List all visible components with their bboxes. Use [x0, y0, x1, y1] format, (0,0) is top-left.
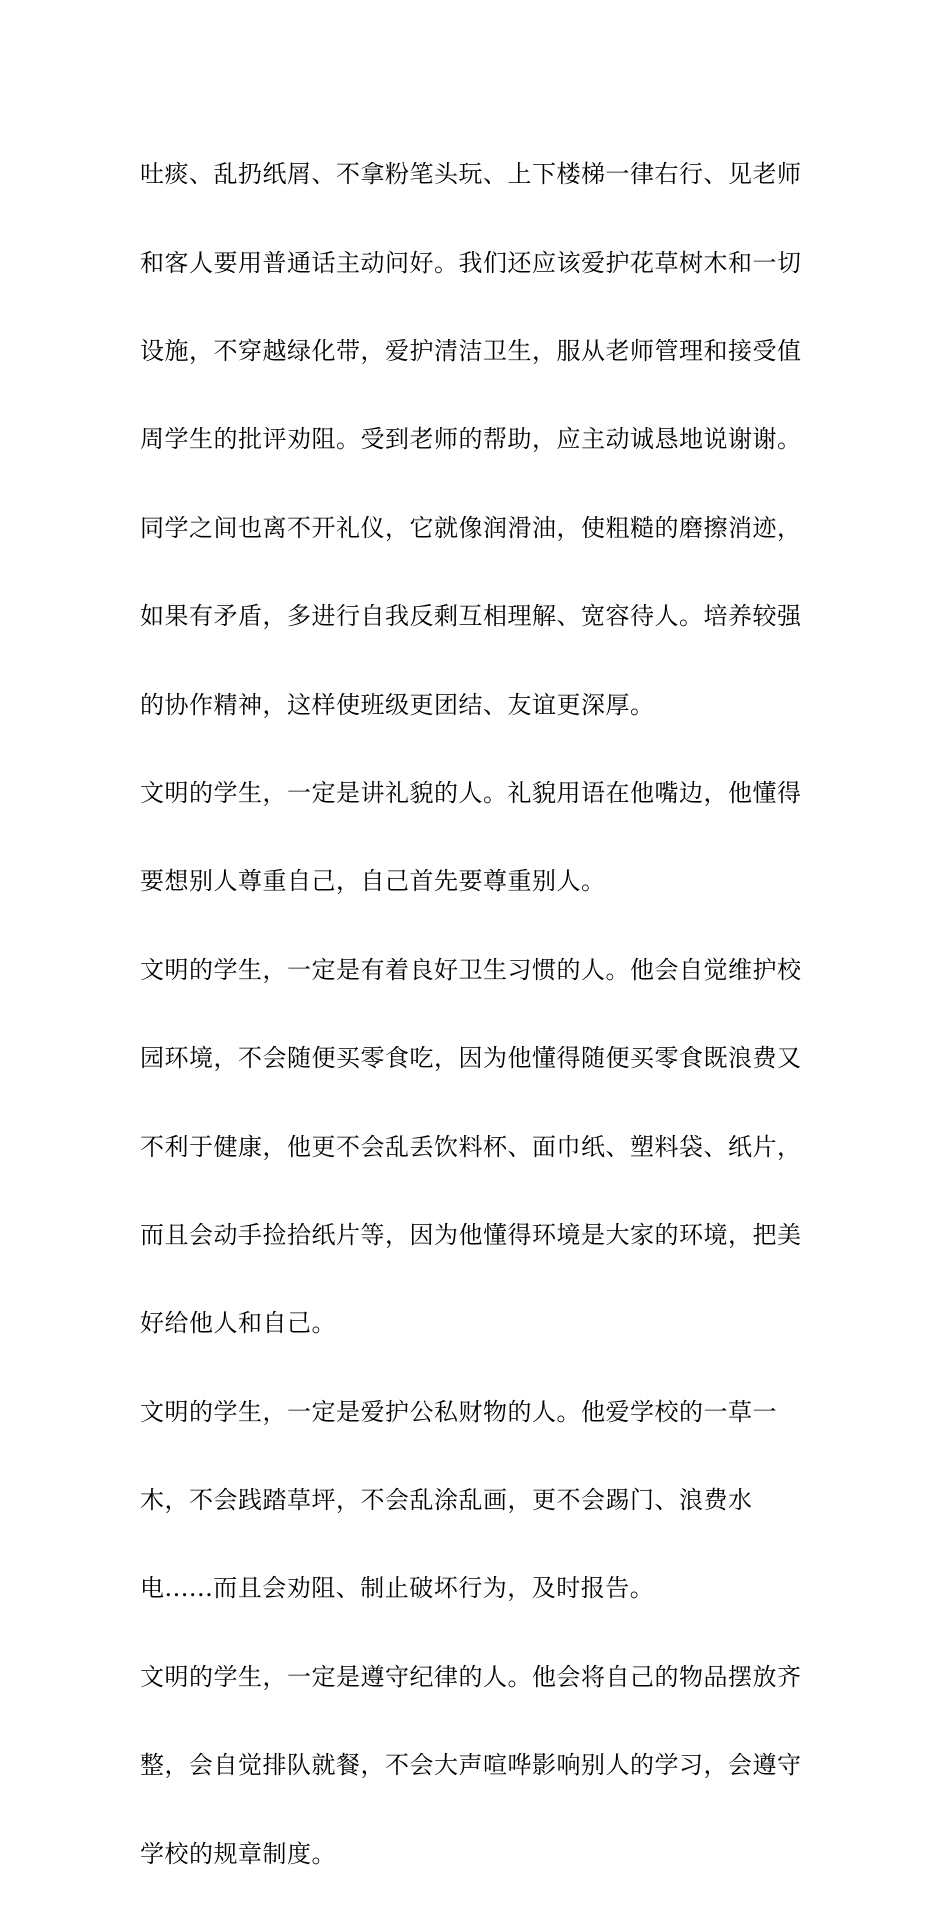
text-line: 要想别人尊重自己，自己首先要尊重别人。 — [140, 867, 606, 896]
text-line: 同学之间也离不开礼仪，它就像润滑油，使粗糙的磨擦消迹， — [140, 513, 802, 542]
text-line: 文明的学生，一定是有着良好卫生习惯的人。他会自觉维护校 — [140, 955, 802, 984]
text-line: 周学生的批评劝阻。受到老师的帮助，应主动诚恳地说谢谢。 — [140, 425, 802, 454]
text-line: 整，会自觉排队就餐，不会大声喧哗影响别人的学习，会遵守 — [140, 1751, 802, 1780]
document-body — [140, 108, 820, 1920]
text-line: 吐痰、乱扔纸屑、不拿粉笔头玩、上下楼梯一律右行、见老师 — [140, 160, 802, 189]
text-line: 电......而且会劝阻、制止破坏行为，及时报告。 — [140, 1574, 655, 1603]
text-line: 园环境，不会随便买零食吃，因为他懂得随便买零食既浪费又 — [140, 1044, 802, 1073]
text-line: 木，不会践踏草坪，不会乱涂乱画，更不会踢门、浪费水 — [140, 1486, 753, 1515]
text-line: 如果有矛盾，多进行自我反剩互相理解、宽容待人。培养较强 — [140, 602, 802, 631]
text-line: 好给他人和自己。 — [140, 1309, 336, 1338]
text-line: 而且会动手捡拾纸片等，因为他懂得环境是大家的环境，把美 — [140, 1220, 802, 1249]
text-line: 和客人要用普通话主动问好。我们还应该爱护花草树木和一切 — [140, 248, 802, 277]
text-line: 文明的学生，一定是遵守纪律的人。他会将自己的物品摆放齐 — [140, 1662, 802, 1691]
text-line: 文明的学生，一定是讲礼貌的人。礼貌用语在他嘴边，他懂得 — [140, 778, 802, 807]
text-line: 不利于健康，他更不会乱丢饮料杯、面巾纸、塑料袋、纸片， — [140, 1132, 802, 1161]
text-line: 设施，不穿越绿化带，爱护清洁卫生，服从老师管理和接受值 — [140, 336, 802, 365]
text-line: 学校的规章制度。 — [140, 1839, 336, 1868]
text-line: 的协作精神，这样使班级更团结、友谊更深厚。 — [140, 690, 655, 719]
text-line: 文明的学生，一定是爱护公私财物的人。他爱学校的一草一 — [140, 1397, 777, 1426]
